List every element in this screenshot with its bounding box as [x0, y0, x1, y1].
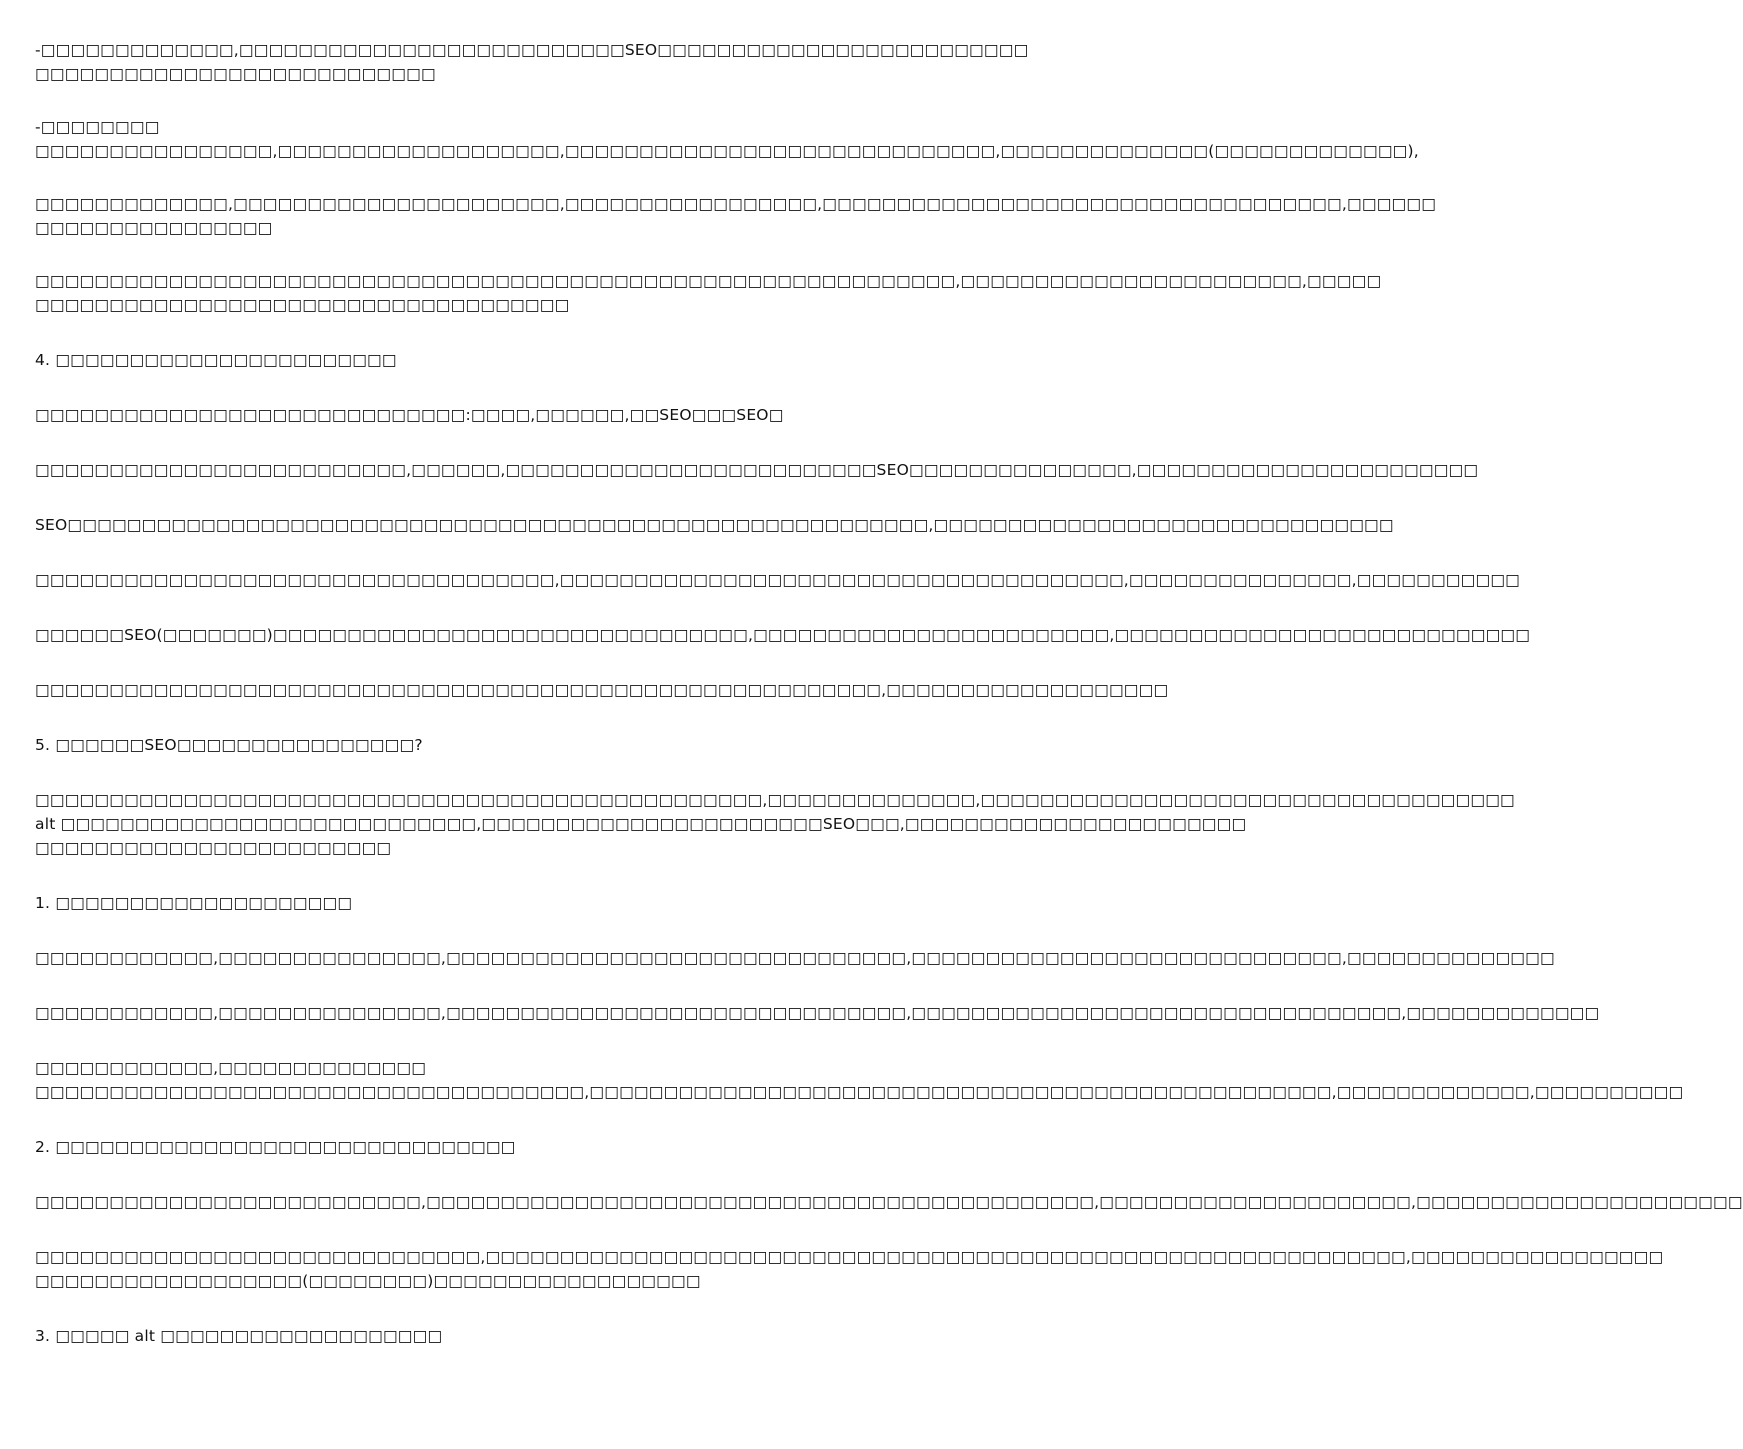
paragraph-line: □□□□□□□□□□□□□,□□□□□□□□□□□□□□□□□□□□□□,□□□□□□□□□□□□□□□□□,□□□□□□□□□□□□□□□□□□□□□□□□□□□□□□□□□□□,□□□□□□	[35, 195, 1437, 213]
paragraph-line: □□□□□□□□□□□□□□□□□□□□□□□□□□□□□□□□□□□□□,□□□□□□□□□□□□□□□□□□□□□□□□□□□□□□□□□□□□□□□□□□□□□□□□□□,□□□□□□□□□□□□□,□□□□□□□□□□	[35, 1083, 1684, 1101]
paragraph-line: □□□□□□□□□□□□□□□□	[35, 219, 273, 237]
paragraph-line: □□□□□□□□□□□□□□□□□□□□□□□□□□□□□□□□□□□□	[35, 296, 570, 314]
paragraph-line: □□□□□□□□□□□□□□□□□□□□□□□□□□□□□□□□□□□□□□□□□□□□□□□□□,□□□□□□□□□□□□□□,□□□□□□□□□□□□□□□□□□□□□□□□□□□□□□□□□□□□	[35, 791, 1515, 809]
paragraph-line: □□□□□□□□□□□□□□□□,□□□□□□□□□□□□□□□□□□□,□□□□□□□□□□□□□□□□□□□□□□□□□□□□□,□□□□□□□□□□□□□□(□□□□□□□□□□□□□),	[35, 142, 1419, 160]
document-body	[35, 38, 1743, 1348]
subsection-heading: 2. □□□□□□□□□□□□□□□□□□□□□□□□□□□□□□□	[35, 1138, 516, 1156]
paragraph-line: □□□□□□□□□□□□□□□□□□□□□□□□□□□	[35, 65, 436, 83]
section-heading: 4. □□□□□□□□□□□□□□□□□□□□□□□	[35, 351, 397, 369]
subsection-heading: 1. □□□□□□□□□□□□□□□□□□□□	[35, 894, 353, 912]
paragraph-line: □□□□□□□□□□□□□□□□□□□□□□□□□□□□□□,□□□□□□□□□□□□□□□□□□□□□□□□□□□□□□□□□□□□□□□□□□□□□□□□□□□□□□□□□□□□□□,□□□□□□□□□□□□□□□□□	[35, 1248, 1664, 1266]
paragraph-line: □□□□□□□□□□□□□□□□□□□□□□□□□□□□□□□□□□□,□□□□□□□□□□□□□□□□□□□□□□□□□□□□□□□□□□□□□□,□□□□□□□□□□□□□□□,□□□□□□□□□□□	[35, 571, 1521, 589]
paragraph-line: □□□□□□□□□□□□□□□□□□□□□□□□□□□□□□□□□□□□□□□□□□□□□□□□□□□□□□□□□□□□□□,□□□□□□□□□□□□□□□□□□□□□□□,□□□□□	[35, 272, 1382, 290]
paragraph-line: □□□□□□□□□□□□,□□□□□□□□□□□□□□□,□□□□□□□□□□□□□□□□□□□□□□□□□□□□□□□,□□□□□□□□□□□□□□□□□□□□□□□□□□□□□,□□□□□□□□□□□□□□	[35, 949, 1555, 967]
paragraph-line: alt □□□□□□□□□□□□□□□□□□□□□□□□□□□□,□□□□□□□□□□□□□□□□□□□□□□□SEO□□□,□□□□□□□□□□□□□□□□□□□□□□□	[35, 815, 1247, 833]
subsection-heading: 3. □□□□□ alt □□□□□□□□□□□□□□□□□□□	[35, 1327, 443, 1345]
list-heading: -□□□□□□□□	[35, 118, 160, 136]
paragraph-line: □□□□□□□□□□□□□□□□□□□□□□□□□,□□□□□□,□□□□□□□□□□□□□□□□□□□□□□□□□SEO□□□□□□□□□□□□□□□,□□□□□□□□□□□□□□□□□□□□□□□	[35, 461, 1479, 479]
paragraph-line: □□□□□□□□□□□□□□□□□□□□□□□□□□,□□□□□□□□□□□□□□□□□□□□□□□□□□□□□□□□□□□□□□□□□□□□□,□□□□□□□□□□□□□□□□□□□□□,□□□□□□□□□□□□□□□□□□□□□□	[35, 1193, 1743, 1211]
paragraph-line: -□□□□□□□□□□□□□,□□□□□□□□□□□□□□□□□□□□□□□□□□SEO□□□□□□□□□□□□□□□□□□□□□□□□□	[35, 41, 1029, 59]
paragraph-line: □□□□□□□□□□□□□□□□□□(□□□□□□□□)□□□□□□□□□□□□□□□□□□	[35, 1272, 701, 1290]
paragraph-line: SEO□□□□□□□□□□□□□□□□□□□□□□□□□□□□□□□□□□□□□□□□□□□□□□□□□□□□□□□□□□,□□□□□□□□□□□□□□□□□□□□□□□□□□□□□□□	[35, 516, 1394, 534]
paragraph-line: □□□□□□□□□□□□□□□□□□□□□□□□□□□□□□□□□□□□□□□□□□□□□□□□□□□□□□□□□,□□□□□□□□□□□□□□□□□□□	[35, 681, 1169, 699]
paragraph-line: □□□□□□□□□□□□□□□□□□□□□□□□□□□□□:□□□□,□□□□□□,□□SEO□□□SEO□	[35, 406, 784, 424]
paragraph-line: □□□□□□□□□□□□□□□□□□□□□□□□	[35, 839, 392, 857]
paragraph-line: □□□□□□□□□□□□,□□□□□□□□□□□□□□	[35, 1059, 427, 1077]
paragraph-line: □□□□□□SEO(□□□□□□□)□□□□□□□□□□□□□□□□□□□□□□□□□□□□□□□□,□□□□□□□□□□□□□□□□□□□□□□□□,□□□□□□□□□□□□□□□□□□□□□□□□□□□□	[35, 626, 1531, 644]
section-heading: 5. □□□□□□SEO□□□□□□□□□□□□□□□□?	[35, 736, 423, 754]
paragraph-line: □□□□□□□□□□□□,□□□□□□□□□□□□□□□,□□□□□□□□□□□□□□□□□□□□□□□□□□□□□□□,□□□□□□□□□□□□□□□□□□□□□□□□□□□□□□□□□,□□□□□□□□□□□□□	[35, 1004, 1600, 1022]
